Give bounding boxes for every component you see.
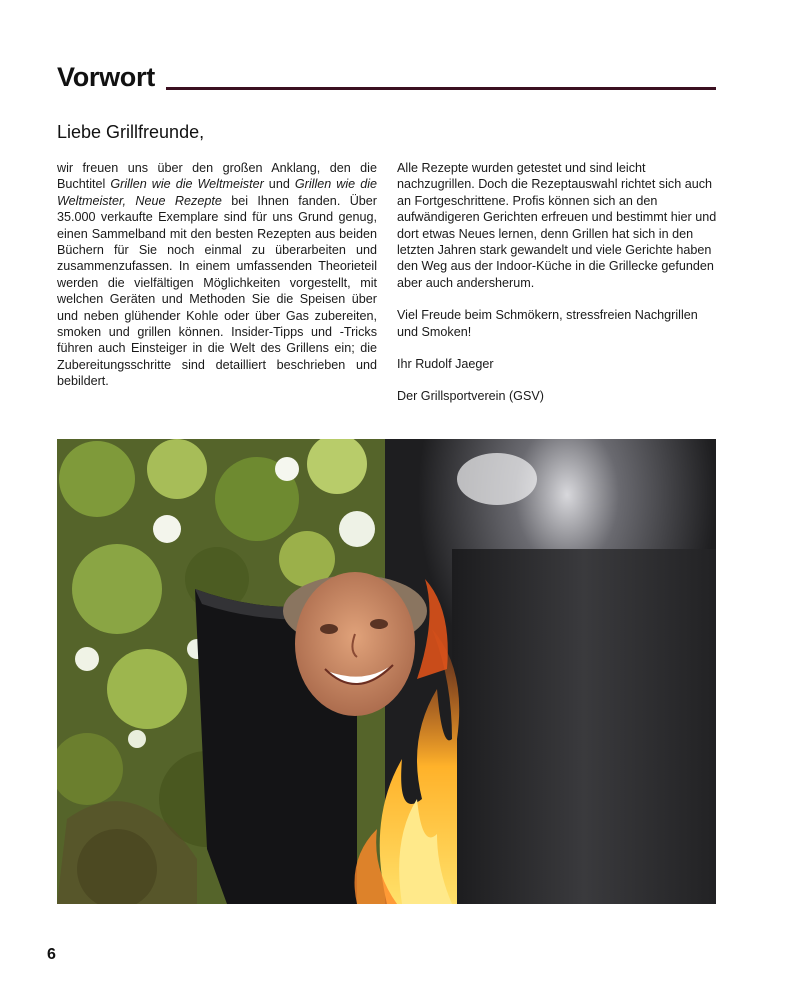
grill-door: [452, 549, 716, 904]
author-photo: [57, 439, 716, 904]
spotlight-glare: [457, 453, 537, 505]
book-title-1: Grillen wie die Weltmeister: [110, 177, 264, 192]
signature-org: Der Grillsportverein (GSV): [397, 389, 544, 404]
right-paragraph-2: Viel Freude beim Schmökern, stressfreien Nachgrillen und Smoken!: [397, 308, 698, 339]
signature-name: Ihr Rudolf Jaeger: [397, 357, 494, 372]
salutation: Liebe Grillfreunde,: [57, 122, 205, 142]
left-text-b: und: [263, 177, 295, 192]
right-column: [397, 160, 717, 421]
left-paragraph: [57, 160, 377, 390]
page-number: 6: [47, 946, 56, 963]
left-text-a: wir freuen uns über den großen Anklang, den die Buchtitel: [57, 161, 377, 192]
book-title-2: Grillen wie die Weltmeister, Neue Rezepte: [57, 177, 378, 208]
right-paragraph-1: Alle Rezepte wurden getestet und sind leicht nachzugrillen. Doch die Rezeptauswahl richtet sich auch an Fortgeschrittene. Profis können sich an den aufwändigeren Gerichten erfreuen und bestimmt hier und dort etwas Neues lernen, denn Grillen hat sich in den letzten Jahren stark gewandelt und viele Gerichte haben den Weg aus der Indoor-Küche in die Grillecke gefunden aber auch andersherum.: [397, 161, 717, 290]
left-text-c: bei Ihnen fanden. Über 35.000 verkaufte Exemplare sind für uns Grund genug, einen Sammelband mit den besten Rezepten aus beiden Büchern für Sie noch einmal zu überarbeiten und zusammenzufassen. In einem umfassenden Theorieteil werden die vielfältigen Möglichkeiten vorgestellt, mit welchen Geräten und Methoden Sie die Speisen über und neben glühender Kohle oder über Gas zubereiten, smoken und grillen können. Insider-Tipps und -Tricks führen auch Einsteiger in die Welt des Grillens ein; die Zubereitungsschritte sind detailliert beschrieben und bebildert.: [57, 193, 377, 389]
page-title: Vorwort: [57, 62, 155, 92]
title-rule: [166, 87, 716, 90]
left-column: [57, 160, 377, 406]
photo-illustration: [57, 439, 716, 904]
